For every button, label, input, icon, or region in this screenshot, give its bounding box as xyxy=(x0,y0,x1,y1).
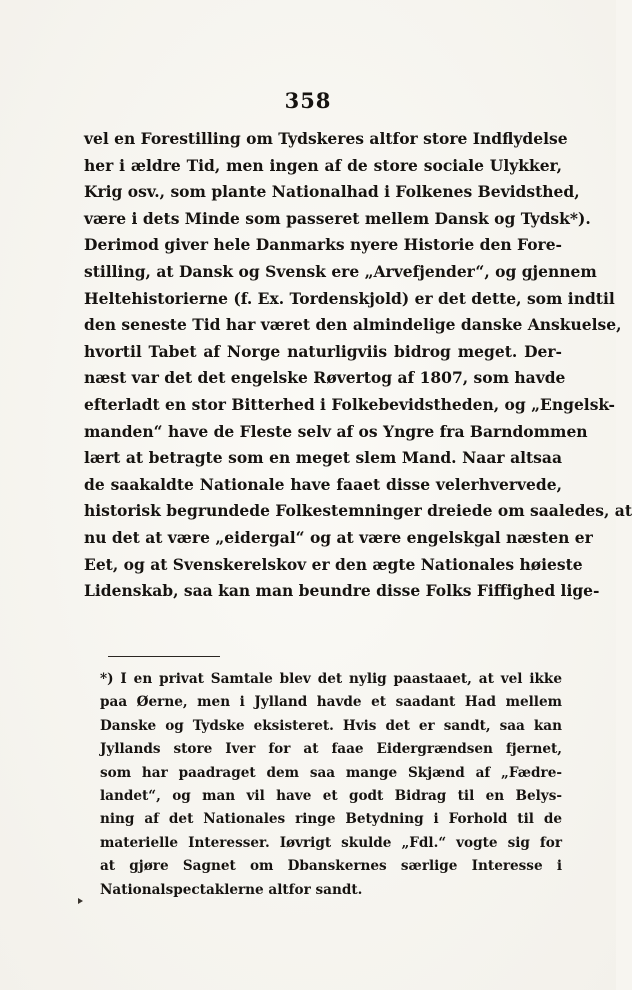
footnote-line: Jyllands store Iver for at faae Eidergrændsen fjernet, xyxy=(100,741,562,758)
text-line: vel en Forestilling om Tydskeres altfor store Indflydelse xyxy=(84,129,568,148)
text-line: Derimod giver hele Danmarks nyere Historie den Fore- xyxy=(84,235,562,255)
footnote-line: som har paadraget dem saa mange Skjænd af „Fædre- xyxy=(100,764,562,781)
text-line: den seneste Tid har været den almindelige danske Anskuelse, xyxy=(84,315,622,335)
text-line: stilling, at Dansk og Svensk ere „Arvefjender“, og gjennem xyxy=(84,261,597,281)
page-number: 358 xyxy=(284,88,332,113)
footnote-line: *) I en privat Samtale blev det nylig paastaaet, at vel ikke xyxy=(100,671,562,687)
footnote-line: landet“, og man vil have et godt Bidrag til en Belys- xyxy=(100,787,562,804)
text-line: Krig osv., som plante Nationalhad i Folkenes Bevidsthed, xyxy=(84,182,580,202)
main-text-block xyxy=(84,126,632,605)
footnote-line: ning af det Nationales ringe Betydning i Forhold til de xyxy=(100,811,562,828)
text-line: historisk begrundede Folkestemninger dreiede om saaledes, at xyxy=(84,501,632,521)
text-line: manden“ have de Fleste selv af os Yngre fra Barndommen xyxy=(84,421,588,441)
text-line: her i ældre Tid, men ingen af de store sociale Ulykker, xyxy=(84,155,562,175)
text-line: de saakaldte Nationale have faaet disse velerhvervede, xyxy=(84,474,562,494)
footnote-divider xyxy=(108,656,220,657)
text-line: efterladt en stor Bitterhed i Folkebevidstheden, og „Engelsk- xyxy=(84,394,615,414)
text-line: næst var det det engelske Røvertog af 1807, som havde xyxy=(84,368,566,388)
text-line: Eet, og at Svenskerelskov er den ægte Nationales høieste xyxy=(84,554,583,574)
margin-arrow-mark xyxy=(78,898,83,904)
text-line: Lidenskab, saa kan man beundre disse Folks Fiffighed lige- xyxy=(84,581,600,601)
footnote-line: paa Øerne, men i Jylland havde et saadant Had mellem xyxy=(100,694,562,711)
footnote-line: at gjøre Sagnet om Dbanskernes særlige Interesse i xyxy=(100,858,562,875)
text-line: Heltehistorierne (f. Ex. Tordenskjold) er det dette, som indtil xyxy=(84,288,615,308)
footnote-line: Danske og Tydske eksisteret. Hvis det er sandt, saa kan xyxy=(100,717,562,734)
footnote-line: Nationalspectaklerne altfor sandt. xyxy=(100,881,363,898)
footnote xyxy=(84,668,562,902)
text-line: hvortil Tabet af Norge naturligviis bidrog meget. Der- xyxy=(84,341,562,361)
text-line: være i dets Minde som passeret mellem Dansk og Tydsk*). xyxy=(84,208,591,228)
text-line: nu det at være „eidergal“ og at være engelskgal næsten er xyxy=(84,527,593,547)
text-line: lært at betragte som en meget slem Mand. Naar altsaa xyxy=(84,448,562,468)
footnote-line: materielle Interesser. Iøvrigt skulde „Fdl.“ vogte sig for xyxy=(100,834,562,851)
